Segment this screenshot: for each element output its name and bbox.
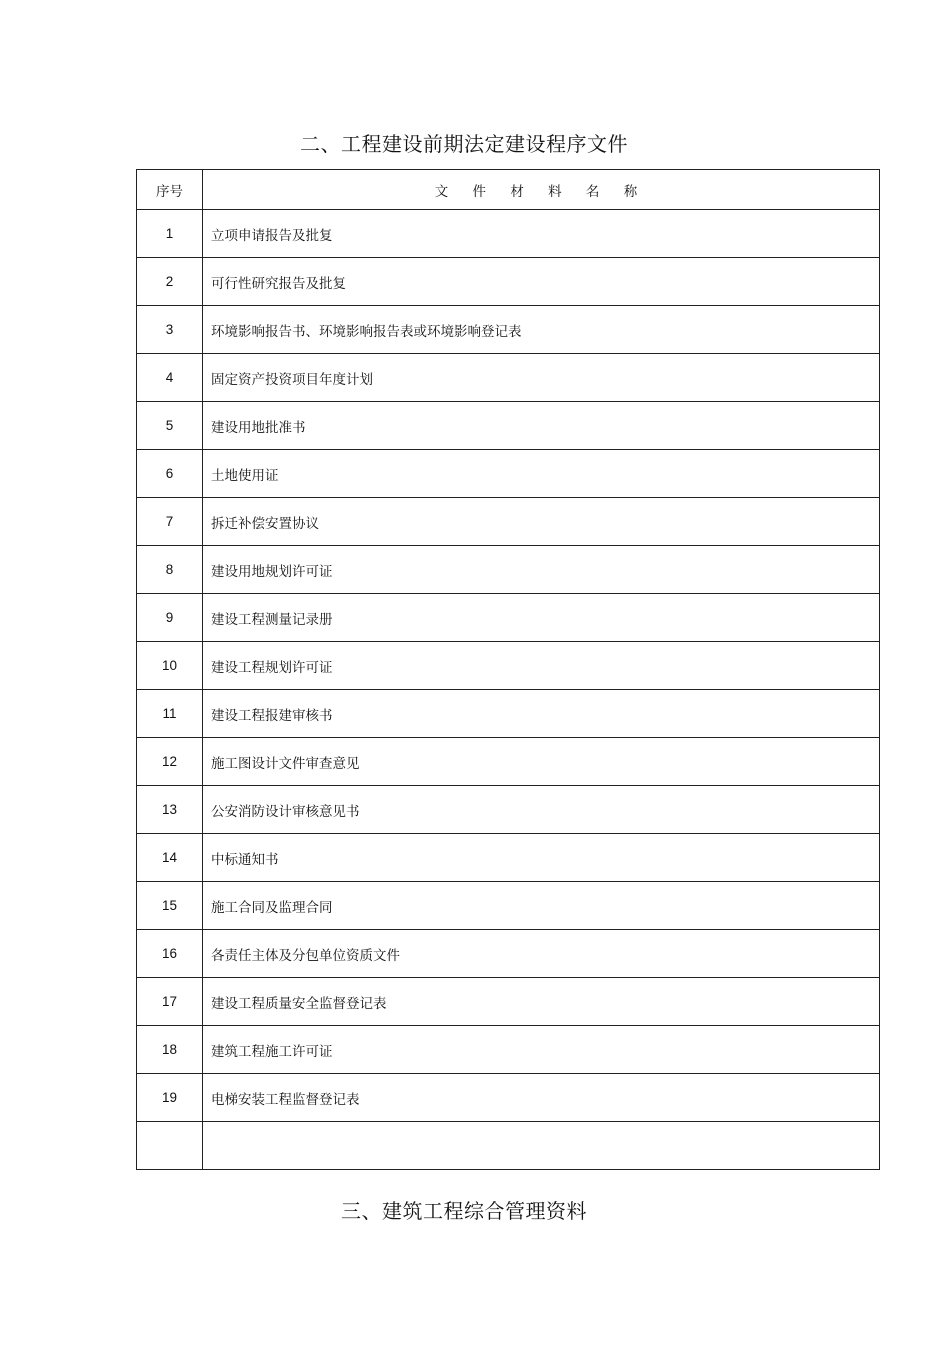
table-row: [137, 786, 880, 834]
row-number: 7: [137, 498, 203, 546]
row-number: 8: [137, 546, 203, 594]
row-number: 11: [137, 690, 203, 738]
table-row: [137, 690, 880, 738]
row-document-name: 固定资产投资项目年度计划: [203, 354, 880, 402]
row-number: 19: [137, 1074, 203, 1122]
row-document-name: 建设用地规划许可证: [203, 546, 880, 594]
row-number: 1: [137, 210, 203, 258]
document-list-table: [136, 169, 880, 1170]
table-row: [137, 210, 880, 258]
row-number: 6: [137, 450, 203, 498]
row-document-name: 建设工程测量记录册: [203, 594, 880, 642]
row-number: 5: [137, 402, 203, 450]
row-document-name: [203, 1122, 880, 1170]
table-row: [137, 1074, 880, 1122]
row-number: [137, 1122, 203, 1170]
row-document-name: 环境影响报告书、环境影响报告表或环境影响登记表: [203, 306, 880, 354]
row-document-name: 中标通知书: [203, 834, 880, 882]
row-document-name: 建设工程规划许可证: [203, 642, 880, 690]
table-row: [137, 498, 880, 546]
row-number: 18: [137, 1026, 203, 1074]
row-document-name: 公安消防设计审核意见书: [203, 786, 880, 834]
header-document-name: 文 件 材 料 名 称: [203, 170, 880, 210]
table-row: [137, 930, 880, 978]
row-number: 4: [137, 354, 203, 402]
table-row: [137, 642, 880, 690]
section-2-title: 二、工程建设前期法定建设程序文件: [300, 132, 628, 156]
table-row: [137, 1026, 880, 1074]
table-row: [137, 306, 880, 354]
table-row: [137, 354, 880, 402]
table-row: [137, 882, 880, 930]
row-number: 14: [137, 834, 203, 882]
row-number: 15: [137, 882, 203, 930]
row-document-name: 建设工程质量安全监督登记表: [203, 978, 880, 1026]
section-3-title: 三、建筑工程综合管理资料: [341, 1199, 587, 1223]
header-serial-number: 序号: [137, 170, 203, 210]
row-number: 13: [137, 786, 203, 834]
table-row-empty: [137, 1122, 880, 1170]
row-number: 9: [137, 594, 203, 642]
table-row: [137, 258, 880, 306]
row-document-name: 建设用地批准书: [203, 402, 880, 450]
row-number: 12: [137, 738, 203, 786]
row-number: 2: [137, 258, 203, 306]
table-header-row: [137, 170, 880, 210]
row-number: 3: [137, 306, 203, 354]
table-row: [137, 546, 880, 594]
row-document-name: 建筑工程施工许可证: [203, 1026, 880, 1074]
row-document-name: 建设工程报建审核书: [203, 690, 880, 738]
row-number: 10: [137, 642, 203, 690]
row-document-name: 电梯安装工程监督登记表: [203, 1074, 880, 1122]
table-row: [137, 978, 880, 1026]
table-row: [137, 738, 880, 786]
row-document-name: 土地使用证: [203, 450, 880, 498]
table-row: [137, 402, 880, 450]
row-document-name: 可行性研究报告及批复: [203, 258, 880, 306]
row-document-name: 各责任主体及分包单位资质文件: [203, 930, 880, 978]
row-document-name: 施工图设计文件审查意见: [203, 738, 880, 786]
table-row: [137, 450, 880, 498]
table-row: [137, 834, 880, 882]
row-number: 16: [137, 930, 203, 978]
row-number: 17: [137, 978, 203, 1026]
row-document-name: 施工合同及监理合同: [203, 882, 880, 930]
row-document-name: 拆迁补偿安置协议: [203, 498, 880, 546]
row-document-name: 立项申请报告及批复: [203, 210, 880, 258]
table-row: [137, 594, 880, 642]
